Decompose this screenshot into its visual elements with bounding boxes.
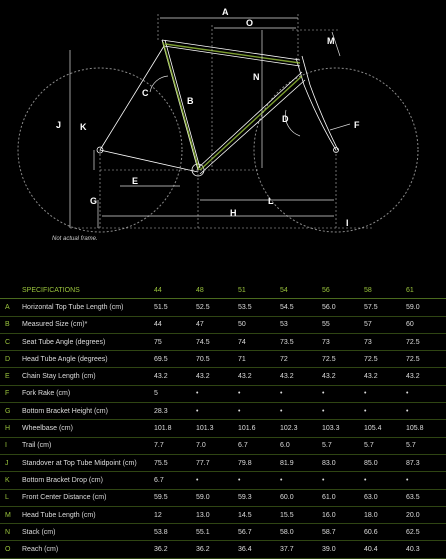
row-value: 53.5 — [236, 299, 278, 316]
table-row — [0, 420, 446, 437]
size-header: 61 — [404, 282, 446, 299]
specifications-table — [0, 282, 446, 559]
table-row — [0, 437, 446, 454]
row-letter: K — [0, 472, 22, 489]
row-value: 15.5 — [278, 506, 320, 523]
row-value: 59.3 — [236, 489, 278, 506]
label-N: N — [253, 72, 260, 82]
row-name: Standover at Top Tube Midpoint (cm) — [22, 454, 152, 471]
row-name: Front Center Distance (cm) — [22, 489, 152, 506]
label-L: L — [268, 196, 274, 206]
row-name: Stack (cm) — [22, 524, 152, 541]
row-value: • — [278, 385, 320, 402]
row-value: 73.5 — [278, 333, 320, 350]
row-value: 28.3 — [152, 403, 194, 420]
row-value: 74 — [236, 333, 278, 350]
row-value: 54.5 — [278, 299, 320, 316]
row-letter: N — [0, 524, 22, 541]
table-row — [0, 506, 446, 523]
row-value: 44 — [152, 316, 194, 333]
row-value: 43.2 — [278, 368, 320, 385]
row-value: 72.5 — [320, 351, 362, 368]
label-D: D — [282, 114, 289, 124]
row-value: 7.7 — [152, 437, 194, 454]
row-value: 12 — [152, 506, 194, 523]
row-value: 36.2 — [152, 541, 194, 558]
row-value: 62.5 — [404, 524, 446, 541]
row-value: 39.0 — [320, 541, 362, 558]
table-row — [0, 316, 446, 333]
row-value: 7.0 — [194, 437, 236, 454]
row-value: • — [236, 472, 278, 489]
label-A: A — [222, 7, 229, 17]
row-value: 56.0 — [320, 299, 362, 316]
specs-header-row — [0, 282, 446, 299]
row-value: 69.5 — [152, 351, 194, 368]
row-value: 81.9 — [278, 454, 320, 471]
row-value: 43.2 — [236, 368, 278, 385]
row-value: 72 — [278, 351, 320, 368]
row-value: 71 — [236, 351, 278, 368]
row-value: 43.2 — [320, 368, 362, 385]
row-value: 5.7 — [404, 437, 446, 454]
row-value: 58.7 — [320, 524, 362, 541]
row-value: 101.3 — [194, 420, 236, 437]
row-value: • — [362, 385, 404, 402]
frame-geometry-diagram — [0, 0, 446, 250]
row-value: 43.2 — [362, 368, 404, 385]
row-value: 59.0 — [404, 299, 446, 316]
row-value: 101.6 — [236, 420, 278, 437]
specifications-heading: SPECIFICATIONS — [22, 282, 152, 299]
size-header: 54 — [278, 282, 320, 299]
row-value: • — [362, 403, 404, 420]
row-value: • — [404, 385, 446, 402]
size-header: 48 — [194, 282, 236, 299]
row-value: 18.0 — [362, 506, 404, 523]
row-value: 53.8 — [152, 524, 194, 541]
size-header: 51 — [236, 282, 278, 299]
label-G: G — [90, 196, 98, 206]
row-value: 52.5 — [194, 299, 236, 316]
row-value: • — [194, 472, 236, 489]
label-I: I — [346, 218, 349, 228]
table-row — [0, 472, 446, 489]
size-header: 56 — [320, 282, 362, 299]
row-value: 50 — [236, 316, 278, 333]
row-value: • — [320, 403, 362, 420]
row-value: 102.3 — [278, 420, 320, 437]
row-value: 105.4 — [362, 420, 404, 437]
row-value: 75 — [152, 333, 194, 350]
row-value: 72.5 — [404, 333, 446, 350]
row-value: 40.4 — [362, 541, 404, 558]
row-value: 85.0 — [362, 454, 404, 471]
table-row — [0, 385, 446, 402]
row-value: 60 — [404, 316, 446, 333]
row-value: 6.7 — [236, 437, 278, 454]
row-name: Bottom Bracket Drop (cm) — [22, 472, 152, 489]
table-row — [0, 541, 446, 558]
row-letter: I — [0, 437, 22, 454]
row-letter: B — [0, 316, 22, 333]
row-value: 72.5 — [362, 351, 404, 368]
table-row — [0, 351, 446, 368]
row-value: 13.0 — [194, 506, 236, 523]
row-value: • — [236, 385, 278, 402]
label-M: M — [327, 36, 335, 46]
row-value: • — [194, 385, 236, 402]
label-K: K — [80, 122, 87, 132]
row-value: 73 — [362, 333, 404, 350]
table-row — [0, 333, 446, 350]
row-name: Measured Size (cm)* — [22, 316, 152, 333]
row-value: 75.5 — [152, 454, 194, 471]
label-E: E — [132, 176, 139, 186]
label-J: J — [56, 120, 62, 130]
row-value: 43.2 — [194, 368, 236, 385]
row-name: Horizontal Top Tube Length (cm) — [22, 299, 152, 316]
row-value: 37.7 — [278, 541, 320, 558]
row-value: 60.0 — [278, 489, 320, 506]
row-value: 87.3 — [404, 454, 446, 471]
row-letter: H — [0, 420, 22, 437]
row-value: 5.7 — [362, 437, 404, 454]
row-value: 20.0 — [404, 506, 446, 523]
row-value: • — [404, 403, 446, 420]
row-value: 73 — [320, 333, 362, 350]
row-letter: A — [0, 299, 22, 316]
row-name: Bottom Bracket Height (cm) — [22, 403, 152, 420]
row-value: 83.0 — [320, 454, 362, 471]
row-value: 59.0 — [194, 489, 236, 506]
table-row — [0, 524, 446, 541]
row-letter: O — [0, 541, 22, 558]
row-value: 57.5 — [362, 299, 404, 316]
row-value: • — [320, 385, 362, 402]
row-name: Seat Tube Angle (degrees) — [22, 333, 152, 350]
table-row — [0, 489, 446, 506]
row-value: • — [362, 472, 404, 489]
row-letter: L — [0, 489, 22, 506]
table-row — [0, 403, 446, 420]
row-value: 70.5 — [194, 351, 236, 368]
row-name: Chain Stay Length (cm) — [22, 368, 152, 385]
row-value: 5.7 — [320, 437, 362, 454]
row-letter: J — [0, 454, 22, 471]
row-value: 56.7 — [236, 524, 278, 541]
row-value: 53 — [278, 316, 320, 333]
row-value: 51.5 — [152, 299, 194, 316]
row-value: 79.8 — [236, 454, 278, 471]
row-value: 6.7 — [152, 472, 194, 489]
row-value: • — [404, 472, 446, 489]
row-value: 5 — [152, 385, 194, 402]
label-H: H — [230, 208, 237, 218]
row-letter: C — [0, 333, 22, 350]
label-F: F — [354, 120, 360, 130]
row-value: • — [320, 472, 362, 489]
row-value: 55 — [320, 316, 362, 333]
row-value: 101.8 — [152, 420, 194, 437]
row-value: 59.5 — [152, 489, 194, 506]
row-value: 55.1 — [194, 524, 236, 541]
size-header: 58 — [362, 282, 404, 299]
label-O: O — [246, 18, 254, 28]
row-value: 16.0 — [320, 506, 362, 523]
row-letter: G — [0, 403, 22, 420]
row-letter: D — [0, 351, 22, 368]
row-name: Reach (cm) — [22, 541, 152, 558]
row-name: Fork Rake (cm) — [22, 385, 152, 402]
row-letter: E — [0, 368, 22, 385]
label-B: B — [187, 96, 194, 106]
row-value: 36.2 — [194, 541, 236, 558]
not-actual-frame-note: Not actual frame. — [52, 236, 98, 242]
row-value: 63.0 — [362, 489, 404, 506]
row-value: • — [236, 403, 278, 420]
row-value: 6.0 — [278, 437, 320, 454]
row-name: Wheelbase (cm) — [22, 420, 152, 437]
row-value: 40.3 — [404, 541, 446, 558]
row-value: 58.0 — [278, 524, 320, 541]
row-value: 43.2 — [404, 368, 446, 385]
row-value: 57 — [362, 316, 404, 333]
row-letter: F — [0, 385, 22, 402]
table-row — [0, 368, 446, 385]
table-row — [0, 299, 446, 316]
row-value: 105.8 — [404, 420, 446, 437]
row-name: Trail (cm) — [22, 437, 152, 454]
table-row — [0, 454, 446, 471]
row-name: Head Tube Length (cm) — [22, 506, 152, 523]
row-value: 63.5 — [404, 489, 446, 506]
row-value: 43.2 — [152, 368, 194, 385]
row-value: 36.4 — [236, 541, 278, 558]
row-value: 77.7 — [194, 454, 236, 471]
row-value: 103.3 — [320, 420, 362, 437]
specs-body — [0, 299, 446, 558]
row-value: • — [278, 472, 320, 489]
row-letter: M — [0, 506, 22, 523]
row-value: 74.5 — [194, 333, 236, 350]
label-C: C — [142, 88, 149, 98]
row-value: 60.6 — [362, 524, 404, 541]
size-header: 44 — [152, 282, 194, 299]
row-name: Head Tube Angle (degrees) — [22, 351, 152, 368]
row-value: 61.0 — [320, 489, 362, 506]
row-value: 72.5 — [404, 351, 446, 368]
row-value: • — [194, 403, 236, 420]
row-value: 47 — [194, 316, 236, 333]
row-value: • — [278, 403, 320, 420]
row-value: 14.5 — [236, 506, 278, 523]
